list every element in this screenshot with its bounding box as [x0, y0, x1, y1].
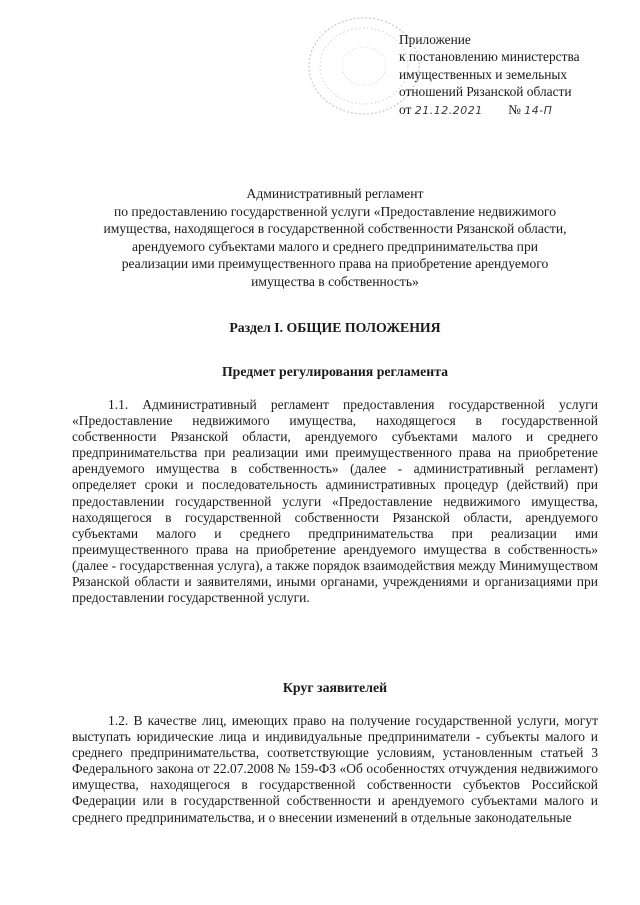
- document-title: [72, 185, 598, 291]
- appendix-line: отношений Рязанской области: [399, 84, 572, 100]
- appendix-header: [399, 31, 629, 119]
- title-line: имущества в собственность»: [251, 273, 419, 289]
- handwritten-date: 21.12.2021: [414, 103, 483, 117]
- appendix-line: Приложение: [399, 32, 471, 47]
- title-line: по предоставлению государственной услуги «Предоставление недвижимого: [113, 203, 557, 219]
- date-prefix: от: [399, 101, 412, 117]
- title-line: имущества, находящегося в государственной собственности Рязанской области,: [103, 221, 567, 237]
- appendix-date-line: [399, 101, 629, 119]
- title-line: арендуемого субъектами малого и среднего предпринимательства при: [131, 238, 539, 254]
- paragraph-1-2: 1.2. В качестве лиц, имеющих право на получение государственной услуги, могут выступать юридические лица и индивидуальные предприниматели - субъекты малого и среднего предпринимательства, соответствующие условиям, установленным статьей 3 Федерального закона от 22.07.2008 № 159-ФЗ «Об особенностях отчуждения недвижимого имущества, находящегося в государственной собственности субъектов Российской Федерации или в государственной собственности и арендуемого субъектами малого и среднего предпринимательства, и о внесении изменений в отдельные законодательные: [72, 713, 598, 825]
- section-heading: Раздел I. ОБЩИЕ ПОЛОЖЕНИЯ: [229, 320, 441, 335]
- appendix-line: имущественных и земельных: [399, 66, 568, 82]
- handwritten-number: 14-П: [524, 103, 553, 117]
- number-label: №: [508, 101, 521, 117]
- paragraph-1-1: 1.1. Административный регламент предоставления государственной услуги «Предоставление недвижимого имущества, находящегося в государственной собственности Рязанской области, арендуемого субъектами малого и среднего предпринимательства при реализации ими преимущественного права на приобретение арендуемого имущества в собственность» (далее - административный регламент) определяет сроки и последовательность административных процедур (действий) при предоставлении государственной услуги «Предоставление недвижимого имущества, находящегося в государственной собственности Рязанской области, арендуемого субъектами малого и среднего предпринимательства при реализации ими преимущественного права на приобретение арендуемого имущества в собственность» (далее - государственная услуга), а также порядок взаимодействия между Минимуществом Рязанской области и заявителями, иными органами, учреждениями и организациями при предоставлении государственной услуги.: [72, 397, 598, 606]
- subsection-heading-applicants: Круг заявителей: [282, 680, 388, 695]
- appendix-line: к постановлению министерства: [399, 49, 580, 65]
- title-line: Административный регламент: [246, 186, 424, 201]
- title-line: реализации ими преимущественного права на приобретение арендуемого: [121, 256, 549, 272]
- subsection-heading-subject: Предмет регулирования регламента: [221, 364, 449, 379]
